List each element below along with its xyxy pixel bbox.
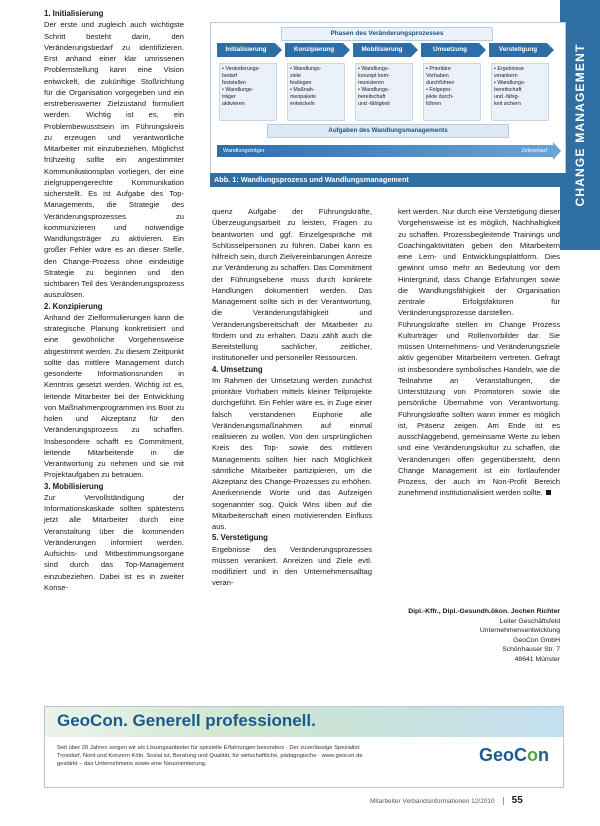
- author-name: Dipl.-Kffr., Dipl.-Gesundh.ökon. Jochen Richter: [408, 608, 560, 615]
- task-line: bedarf: [222, 73, 238, 80]
- page-footer: [370, 795, 560, 806]
- task-line: feststellen: [222, 80, 246, 87]
- timeline-right-label: Zeitverlauf: [521, 148, 547, 154]
- footer-source: Mitarbeiter Verbandsinformationen 12/2010: [370, 798, 495, 805]
- task-line: • Folgepro-: [426, 87, 452, 94]
- ad-line: gestärkt – das Unternehmens sowie eine Neuorientierung.: [57, 761, 207, 767]
- page-number: 55: [511, 795, 523, 806]
- task-line: Vorhaben: [426, 73, 449, 80]
- paragraph: quenz Aufgabe der Führungskräfte, Überzeugungsarbeit zu leisten, Fragen zu beantworten und ggf. Einzelgespräche mit Schlüsselpersonen zu führen. Dabei kann es hilfreich sein, durch Zielvereinbarungen Anreize zur Veränderung zu schaffen. Das Commitment der Führungsebene muss durch konkrete Handlungen dokumentiert werden. Das Management sollte sich in der Verantwortung, die Veränderungsfähigkeit und Veränderungsbereitschaft der Mitarbeiter zu fördern und zu erhalten. Dazu zählt auch die Bereitstellung sachlicher, zeitlicher, institutioneller und personeller Ressourcen.: [212, 207, 372, 363]
- paragraph: kert werden. Nur durch eine Verstetigung dieser Vorgehensweise ist es möglich, Nachhaltigkeit zu schaffen. Prozessbegleitende Trainings und Coachingaktivitäten geben den Mitarbeitern eine Lern- und Entwicklungsplattform. Dies gewinnt umso mehr an Bedeutung vor dem Hintergrund, dass Change Erfahrungen sowie die Wandlungsfähigkeit der Organisation zentrale Erfolgsfaktoren für Veränderungsprozesse darstellen.: [398, 207, 560, 318]
- task-line: • Veränderungs-: [222, 66, 261, 72]
- author-box: [380, 607, 560, 665]
- section-heading: 4. Umsetzung: [212, 364, 263, 374]
- geocon-logo: [479, 745, 549, 766]
- task-line: jekte durch-: [426, 94, 454, 101]
- author-line: Leiter Geschäftsfeld: [499, 617, 560, 625]
- task-line: entwickeln: [290, 101, 315, 108]
- section-heading: 1. Initialisierung: [44, 9, 104, 18]
- logo-part: Geo: [478, 745, 514, 765]
- tasks-mobilisierung: [355, 63, 413, 121]
- section-heading: 5. Verstetigung: [212, 533, 268, 543]
- paragraph: Führungskräfte stellen im Change Prozess Kulturträger und Rollenvorbilder dar. Sie müssen Unternehmens- und Veränderungsziele aktiv gegenüber Mitarbeitern vertreten. Gefragt ist insbesondere symbolisches Handeln, wie die Teilnahme an Veranstaltungen, die Unterstützung von Promotoren sowie die persönliche Übernahme von Verantwortung. Führungskräfte sollten wann immer es möglich ist, Präsenz zeigen. Am Ende ist es ausschlaggebend, gemeinsame Werte zu leben und eine Veränderungskultur zu schaffen, die Veränderungen offen gegenübersteht, denn Change Management ist ein fortlaufender Prozess, der auch im Non-Profit Bereich zunehmend institutionalisiert werden sollte.: [398, 319, 560, 498]
- task-line: munizieren: [358, 80, 384, 87]
- task-line: • Wandlungs-: [290, 66, 322, 72]
- task-line: • Wandlungs-: [358, 66, 390, 72]
- task-line: • Prioritäre: [426, 66, 451, 72]
- section-heading: 2. Konzipierung: [44, 301, 103, 311]
- task-line: menpakete: [290, 94, 317, 101]
- paragraph: Ergebnisse des Veränderungsprozesses müssen verankert. Anreizen und Ziele evtl. modifiziert und in den Unternehmensalltag veran-: [212, 544, 372, 588]
- paragraph: Anhand der Zielformulierungen kann die strategische Planung konkretisiert und eine gewöhnliche Vorgehensweise abgestimmt werden. Zu diesem Zeitpunkt sollte das mittlere Management durch gesonderte Informationsrunden in Kenntnis gesetzt werden. Wichtig ist es, leitende Mitarbeiter bei der Entwicklung von Maßnahmenprogrammen ins Boot zu holen und Akzeptanz für den Veränderungsprozess zu schaffen. Insbesondere schafft es Commitment, leitende Mitarbeitende in die Verantwortung zu nehmen und sie mit Projektaufgaben zu betrauen.: [44, 312, 184, 480]
- task-line: keit sichern: [494, 101, 521, 108]
- tasks-konzipierung: [287, 63, 345, 121]
- article-column-1: [44, 8, 184, 593]
- ad-body: [57, 744, 477, 768]
- paragraph: Zur Vervollständigung der Informationskaskade sollten spätestens jetzt alle Mitarbeiter durch eine Veranstaltung über die kommenden Veränderungen informiert werden. Aufsichts- und Mitbestimmungsorgane sind durch das Top-Management einzubeziehen. Dabei ist es in zweiter Konse-: [44, 492, 184, 592]
- tasks-umsetzung: [423, 63, 481, 121]
- section-heading: 3. Mobilisierung: [44, 481, 104, 491]
- task-line: führen: [426, 101, 442, 108]
- task-line: konzept kom-: [358, 73, 390, 80]
- task-line: • Wandlungs-: [358, 87, 390, 94]
- task-line: • Wandlungs-: [222, 87, 254, 94]
- task-line: verankern: [494, 73, 518, 80]
- task-line: ziele: [290, 73, 301, 80]
- author-line: GeoCon GmbH: [513, 636, 560, 644]
- process-figure: [210, 22, 566, 174]
- logo-part: n: [538, 745, 549, 765]
- article-column-2: [212, 206, 372, 589]
- author-line: 48641 Münster: [514, 655, 560, 663]
- task-line: durchführen: [426, 80, 455, 87]
- timeline-arrow: [217, 145, 553, 157]
- author-line: Unternehmensentwicklung: [479, 627, 560, 635]
- tasks-initialisierung: [219, 63, 277, 121]
- phase-umsetzung: Umsetzung: [421, 43, 479, 57]
- section-tab: [560, 0, 600, 250]
- logo-part: o: [527, 745, 538, 765]
- section-tab-label: CHANGE MANAGEMENT: [573, 43, 587, 207]
- ad-line: Troisdorf, Nord und Konzern Köln. Sozial ist, Beratung und Qualität, für wirtschaftliche, pädagogische · www.geocon.de: [57, 753, 363, 759]
- phase-verstetigung: Verstetigung: [489, 43, 547, 57]
- advertisement[interactable]: [44, 706, 564, 788]
- phase-mobilisierung: Mobilisierung: [353, 43, 411, 57]
- footer-separator: [503, 797, 504, 805]
- ad-headline: GeoCon. Generell professionell.: [57, 711, 316, 730]
- tasks-verstetigung: [491, 63, 549, 121]
- logo-part: C: [514, 745, 527, 765]
- timeline-left-label: Wandlungsträger: [223, 148, 265, 154]
- ad-line: Seit über 20 Jahren sorgen wir als Lösungsanbieter für spezielle Erfahrungen besonders · Der zuverlässige Spezialist:: [57, 745, 361, 751]
- task-line: bereitschaft: [358, 94, 386, 101]
- paragraph: Der erste und zugleich auch wichtigste Schritt besteht darin, den Veränderungsbedarf zu identifizieren. Erst anhand einer klar umrissenen Problemstellung kann eine Vision entwickelt, die zukünftige Stoßrichtung für die Organisation vorgegeben und ein erstrebenswerter Zielzustand formuliert werden. Wichtig ist es, ein Problembewusstsein im Führungskreis zu erzeugen und verantwortliche Mitarbeiter mit einzubeziehen. Möglichst frühzeitig sollte ein angestimmter Kommunikationsplan vorliegen, der eine zielgruppengerechte Kommunikation sicherstellt. Es ist Aufgabe des Top-Managements, die Strategie des Veränderungsprozesses zu kommunizieren und notwendige Wandlungsträger zu aktivieren. Ein großer Fehler wäre es an dieser Stelle, den Change-Prozess ohne eindeutige Strategie zu beginnen und den sichtbaren Teil des Veränderungsprozess auszulösen.: [44, 20, 184, 300]
- task-line: festlegen: [290, 80, 312, 87]
- management-tasks-bar: Aufgaben des Wandlungsmanagements: [267, 124, 509, 138]
- phases-title: Phasen des Veränderungsprozesses: [281, 27, 493, 41]
- task-line: • Ergebnisse: [494, 66, 524, 72]
- task-line: bereitschaft: [494, 87, 522, 94]
- article-column-3: [398, 206, 560, 499]
- paragraph: Im Rahmen der Umsetzung werden zunächst prioritäre Vorhaben mittels kleiner Teilprojekte durchgeführt. Ein Fehler wäre es, in Zuge einer falsch verstandenen Euphorie alle Veränderungsmaßnahmen auf einmal realisieren zu wollen. Von den ursprünglichen Kreis des Top- sowie des mittleren Managements sollten hier nach Möglichkeit sämtliche Mitarbeiter partizipieren, um die Akzeptanz des Change-Prozesses zu erhöhen. Anerkennende Worte und das Aufzeigen sogenannter sog. Quick Wins üben auf die Mitarbeiterschaft einen motivierenden Einfluss aus.: [212, 375, 372, 531]
- task-line: träger: [222, 94, 236, 101]
- phase-konzipierung: Konzipierung: [285, 43, 343, 57]
- task-line: • Maßnah-: [290, 87, 315, 94]
- figure-caption: Abb. 1: Wandlungsprozess und Wandlungsmanagement: [210, 173, 566, 187]
- task-line: aktivieren: [222, 101, 245, 108]
- end-mark-icon: [546, 490, 551, 495]
- task-line: und -fähigkeit: [358, 101, 390, 108]
- author-line: Schönhauser Str. 7: [502, 646, 560, 654]
- task-line: • Wandlungs-: [494, 80, 526, 87]
- task-line: und -fähig-: [494, 94, 520, 101]
- phase-initialisierung: Initialisierung: [217, 43, 275, 57]
